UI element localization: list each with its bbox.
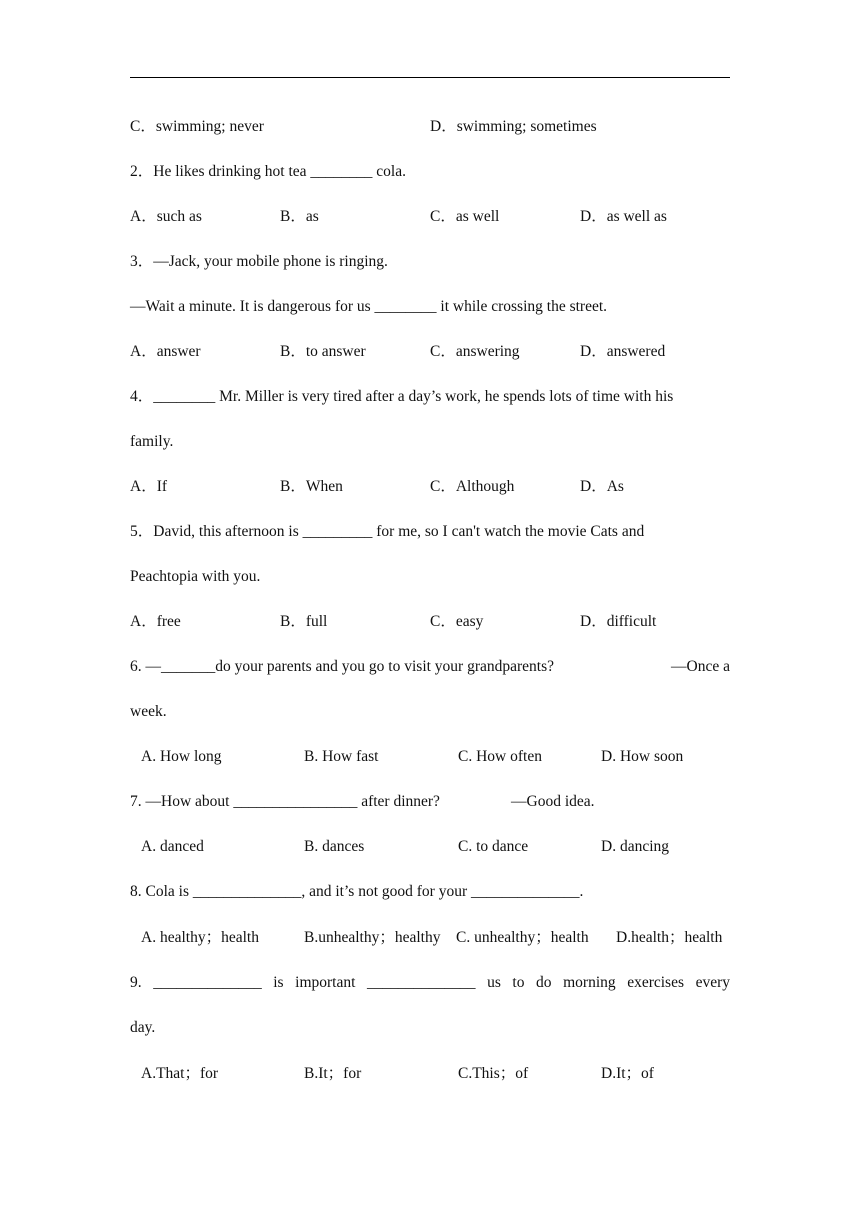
q5-option-b[interactable]: B．full [280,613,328,630]
q3-option-a[interactable]: A．answer [130,343,201,360]
q2-option-d[interactable]: D．as well as [580,208,667,225]
stem-word: every [695,974,730,991]
stem-word: to [512,974,525,991]
question-7 [130,792,440,812]
stem-word: ______________ [153,974,262,991]
q9-option-d[interactable]: D.It；of [601,1065,654,1082]
stem-word: ______________ [367,974,476,991]
question-stem: —Jack, your mobile phone is ringing. [153,253,388,270]
stem-word: us [487,974,501,991]
question-number: 5． [130,523,154,540]
question-number: 4． [130,388,154,405]
header-rule [130,77,730,78]
question-4 [130,387,673,407]
question-6 [130,657,730,677]
question-6-answer: —Once a [671,658,730,675]
q4-option-b[interactable]: B．When [280,478,343,495]
q8-option-a[interactable]: A. healthy；health [141,929,259,946]
q7-option-d[interactable]: D. dancing [601,838,670,855]
question-stem: ________ Mr. Miller is very tired after a day’s work, he spends lots of time with his [153,388,674,405]
q6-option-a[interactable]: A. How long [141,748,222,765]
q2-option-a[interactable]: A．such as [130,208,202,225]
question-3-line-2: —Wait a minute. It is dangerous for us ________ it while crossing the street. [130,298,608,315]
question-8 [130,882,583,902]
q6-option-c[interactable]: C. How often [458,748,542,765]
question-4-line-2: family. [130,433,174,450]
question-number: 6. [130,658,142,675]
q8-option-d[interactable]: D.health；health [616,929,723,946]
stem-word: important [295,974,356,991]
q2-option-b[interactable]: B．as [280,208,319,225]
stem-word: exercises [627,974,685,991]
q3-option-b[interactable]: B．to answer [280,343,366,360]
stem-word: do [536,974,552,991]
question-number: 8. [130,883,142,900]
question-5 [130,522,644,542]
question-6-stem-wrap [130,657,554,677]
question-9 [130,973,730,993]
q9-option-c[interactable]: C.This；of [458,1065,529,1082]
question-2 [130,162,406,182]
question-number: 7. [130,793,142,810]
q4-option-d[interactable]: D．As [580,478,624,495]
question-7-answer: —Good idea. [511,793,595,810]
question-3 [130,252,388,272]
q1-option-d[interactable]: D．swimming; sometimes [430,118,597,135]
question-stem: —_______do your parents and you go to visit your grandparents? [145,658,555,675]
q7-option-b[interactable]: B. dances [304,838,365,855]
q7-option-c[interactable]: C. to dance [458,838,529,855]
q5-option-a[interactable]: A．free [130,613,181,630]
question-stem: —How about ________________ after dinner? [145,793,440,810]
q5-option-d[interactable]: D．difficult [580,613,657,630]
q7-option-a[interactable]: A. danced [141,838,204,855]
q8-option-c[interactable]: C. unhealthy；health [456,929,589,946]
question-number: 3． [130,253,154,270]
question-number: 9. [130,974,142,991]
stem-word: is [273,974,284,991]
question-stem: David, this afternoon is _________ for me, so I can't watch the movie Cats and [153,523,645,540]
question-stem: Cola is ______________, and it’s not good for your ______________. [145,883,584,900]
question-number: 2． [130,163,154,180]
question-5-line-2: Peachtopia with you. [130,568,261,585]
question-stem: He likes drinking hot tea ________ cola. [153,163,406,180]
question-6-line-2: week. [130,703,167,720]
q9-option-a[interactable]: A.That；for [141,1065,219,1082]
q4-option-c[interactable]: C．Although [430,478,515,495]
q3-option-d[interactable]: D．answered [580,343,666,360]
stem-word: morning [563,974,616,991]
q6-option-d[interactable]: D. How soon [601,748,684,765]
q2-option-c[interactable]: C．as well [430,208,500,225]
q6-option-b[interactable]: B. How fast [304,748,379,765]
q8-option-b[interactable]: B.unhealthy；healthy [304,929,441,946]
q1-option-c[interactable]: C．swimming; never [130,118,264,135]
q9-option-b[interactable]: B.It；for [304,1065,362,1082]
q5-option-c[interactable]: C．easy [430,613,484,630]
question-9-line-2: day. [130,1019,156,1036]
q3-option-c[interactable]: C．answering [430,343,520,360]
q4-option-a[interactable]: A．If [130,478,168,495]
